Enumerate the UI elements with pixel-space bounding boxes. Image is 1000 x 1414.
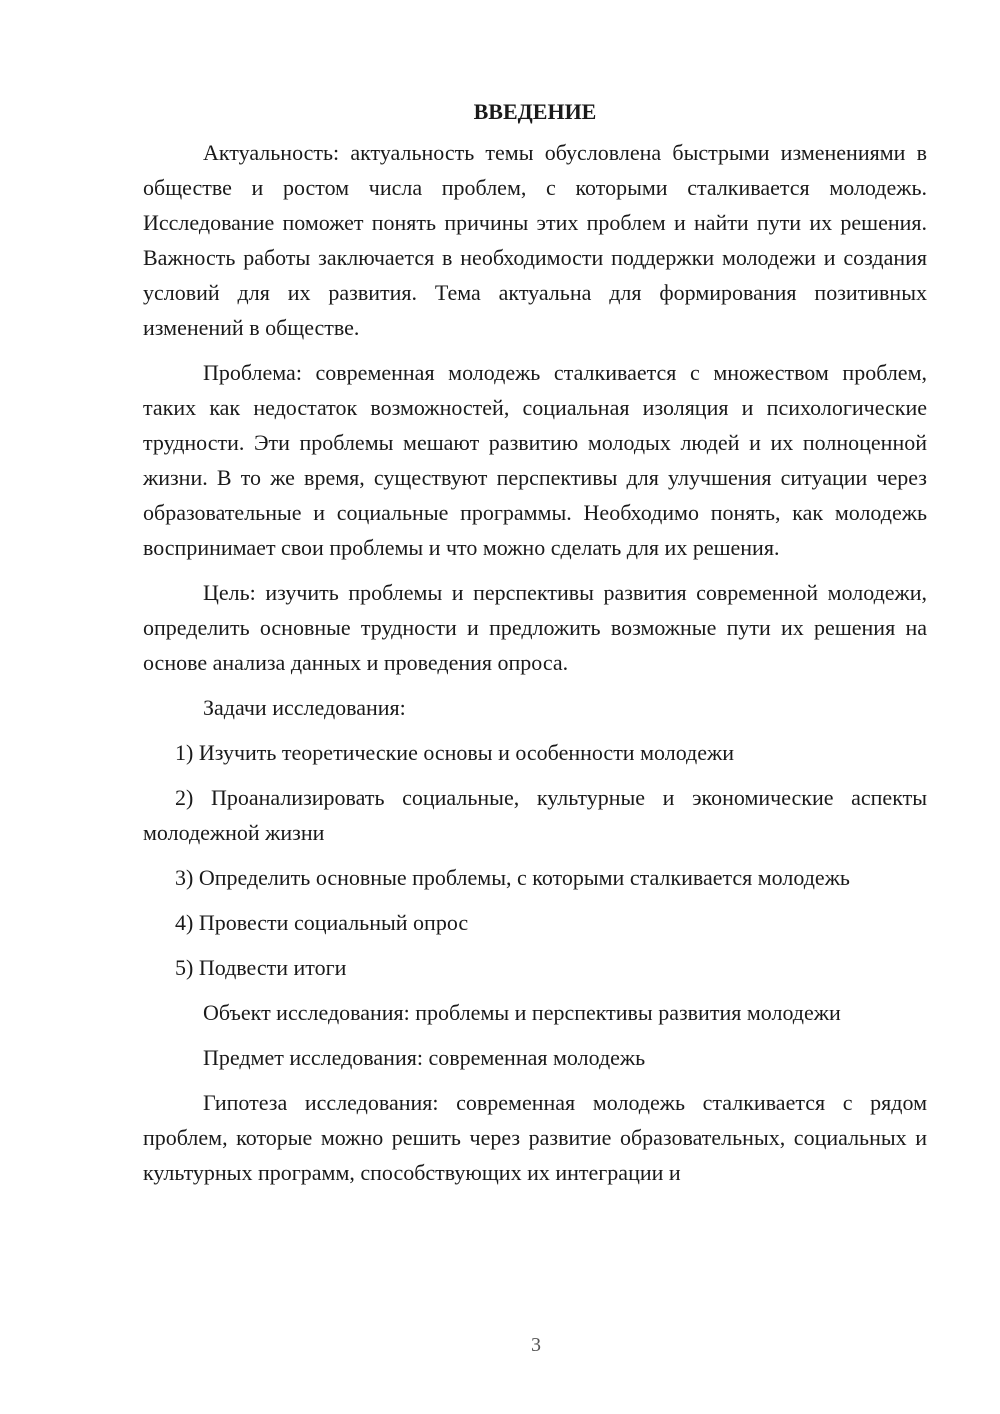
relevance-paragraph: Актуальность: актуальность темы обусловлена быстрыми изменениями в обществе и ростом числа проблем, с которыми сталкивается молодежь. Исследование поможет понять причины этих проблем и найти пути их решения. Важность работы заключается в необходимости поддержки молодежи и создания условий для их развития. Тема актуальна для формирования позитивных изменений в обществе. <box>143 140 927 340</box>
task-item: 4) Провести социальный опрос <box>175 910 469 935</box>
page-title: ВВЕДЕНИЕ <box>473 99 597 124</box>
hypothesis-paragraph: Гипотеза исследования: современная молодежь сталкивается с рядом проблем, которые можно решить через развитие образовательных, социальных и культурных программ, способствующих их интеграции и <box>143 1090 927 1185</box>
task-item: 2) Проанализировать социальные, культурные и экономические аспекты молодежной жизни <box>143 785 927 845</box>
task-item: 3) Определить основные проблемы, с которыми сталкивается молодежь <box>175 865 850 890</box>
tasks-heading: Задачи исследования: <box>203 695 406 720</box>
problem-paragraph: Проблема: современная молодежь сталкивается с множеством проблем, таких как недостаток возможностей, социальная изоляция и психологические трудности. Эти проблемы мешают развитию молодых людей и их полноценной жизни. В то же время, существуют перспективы для улучшения ситуации через образовательные и социальные программы. Необходимо понять, как молодежь воспринимает свои проблемы и что можно сделать для их решения. <box>143 360 927 560</box>
goal-paragraph: Цель: изучить проблемы и перспективы развития современной молодежи, определить основные трудности и предложить возможные пути их решения на основе анализа данных и проведения опроса. <box>143 580 927 675</box>
task-item: 5) Подвести итоги <box>175 955 347 980</box>
task-item: 1) Изучить теоретические основы и особенности молодежи <box>175 740 734 765</box>
subject-paragraph: Предмет исследования: современная молодежь <box>203 1045 646 1070</box>
object-paragraph: Объект исследования: проблемы и перспективы развития молодежи <box>203 1000 841 1025</box>
page-number: 3 <box>531 1334 541 1356</box>
page-content <box>143 95 927 1200</box>
